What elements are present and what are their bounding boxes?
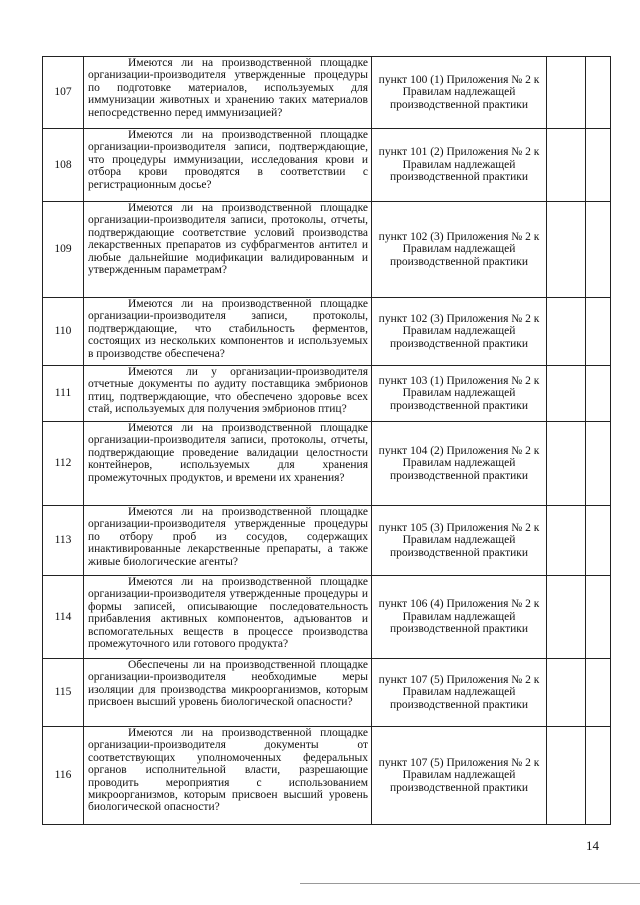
table-row [43, 57, 611, 129]
question-cell [84, 576, 372, 659]
table-row [43, 298, 611, 366]
answer-cell [547, 422, 586, 506]
row-number: 107 [43, 57, 84, 129]
question-text: Имеются ли на производственной площадке организации-производителя утвержденные процедуры по подготовке материалов, используемых для иммунизации животных и хранению таких материалов непосредственно перед иммунизацией? [88, 57, 368, 119]
note-cell [586, 422, 611, 506]
row-number: 111 [43, 366, 84, 422]
question-text: Имеются ли на производственной площадке организации-производителя записи, протоколы, отчеты, подтверждающие соответствие условий производства лекарственных препаратов из суфбрагментов антител и любые дальнейшие модификации валидированным и утвержденным параметрам? [88, 202, 368, 277]
note-cell [586, 576, 611, 659]
reference-cell: пункт 102 (3) Приложения № 2 к Правилам надлежащей производственной практики [372, 202, 547, 298]
note-cell [586, 659, 611, 727]
row-number: 114 [43, 576, 84, 659]
answer-cell [547, 576, 586, 659]
note-cell [586, 727, 611, 825]
question-cell [84, 659, 372, 727]
row-number: 112 [43, 422, 84, 506]
table-row [43, 659, 611, 727]
question-cell [84, 506, 372, 576]
note-cell [586, 202, 611, 298]
scan-edge-line [300, 883, 640, 884]
row-number: 110 [43, 298, 84, 366]
reference-cell: пункт 105 (3) Приложения № 2 к Правилам надлежащей производственной практики [372, 506, 547, 576]
reference-cell: пункт 107 (5) Приложения № 2 к Правилам надлежащей производственной практики [372, 727, 547, 825]
answer-cell [547, 202, 586, 298]
question-cell [84, 366, 372, 422]
checklist-table [42, 56, 611, 825]
answer-cell [547, 129, 586, 202]
note-cell [586, 298, 611, 366]
page-number: 14 [586, 838, 599, 853]
question-text: Имеются ли на производственной площадке организации-производителя утвержденные процедуры по отбору проб из сосудов, содержащих инактивированные лекарственные препараты, а также живые биологические агенты? [88, 506, 368, 568]
checklist-body [43, 57, 611, 825]
question-text: Имеются ли на производственной площадке организации-производителя записи, подтверждающие, что процедуры иммунизации, исследования крови и отбора крови проводятся в соответствии с регистрационным досье? [88, 129, 368, 191]
reference-cell: пункт 103 (1) Приложения № 2 к Правилам надлежащей производственной практики [372, 366, 547, 422]
table-row [43, 202, 611, 298]
note-cell [586, 129, 611, 202]
reference-cell: пункт 104 (2) Приложения № 2 к Правилам надлежащей производственной практики [372, 422, 547, 506]
reference-cell: пункт 102 (3) Приложения № 2 к Правилам надлежащей производственной практики [372, 298, 547, 366]
reference-cell: пункт 106 (4) Приложения № 2 к Правилам надлежащей производственной практики [372, 576, 547, 659]
question-cell [84, 202, 372, 298]
answer-cell [547, 298, 586, 366]
row-number: 115 [43, 659, 84, 727]
answer-cell [547, 659, 586, 727]
answer-cell [547, 506, 586, 576]
question-text: Имеются ли на производственной площадке организации-производителя утвержденные процедуры и формы записей, описывающие последовательность прибавления активных компонентов, адъювантов и вспомогательных веществ в процессе производства промежуточного или готового продукта? [88, 576, 368, 651]
question-cell [84, 129, 372, 202]
note-cell [586, 506, 611, 576]
row-number: 109 [43, 202, 84, 298]
row-number: 108 [43, 129, 84, 202]
note-cell [586, 366, 611, 422]
question-text: Имеются ли у организации-производителя отчетные документы по аудиту поставщика эмбрионов птиц, подтверждающие, что обеспечено здоровье всех стай, используемых для получения эмбрионов птиц? [88, 366, 368, 416]
question-text: Имеются ли на производственной площадке организации-производителя документы от соответствующих уполномоченных федеральных органов исполнительной власти, разрешающие проводить мероприятия с использованием микроорганизмов, которым присвоен высший уровень биологической опасности? [88, 727, 368, 814]
table-row [43, 129, 611, 202]
row-number: 113 [43, 506, 84, 576]
answer-cell [547, 727, 586, 825]
row-number: 116 [43, 727, 84, 825]
reference-cell: пункт 107 (5) Приложения № 2 к Правилам надлежащей производственной практики [372, 659, 547, 727]
table-row [43, 422, 611, 506]
answer-cell [547, 366, 586, 422]
reference-cell: пункт 101 (2) Приложения № 2 к Правилам надлежащей производственной практики [372, 129, 547, 202]
question-cell [84, 422, 372, 506]
question-text: Обеспечены ли на производственной площадке организации-производителя необходимые меры изоляции для производства микроорганизмов, которым присвоен высший уровень биологической опасности? [88, 659, 368, 709]
table-row [43, 727, 611, 825]
table-row [43, 576, 611, 659]
answer-cell [547, 57, 586, 129]
table-row [43, 366, 611, 422]
question-text: Имеются ли на производственной площадке организации-производителя записи, протоколы, подтверждающие, что стабильность ферментов, состоящих из нескольких компонентов и используемых в производстве обеспечена? [88, 298, 368, 360]
question-cell [84, 727, 372, 825]
question-text: Имеются ли на производственной площадке организации-производителя записи, протоколы, отчеты, подтверждающие проведение валидации целостности контейнеров, используемых для хранения промежуточных продуктов, и времени их хранения? [88, 422, 368, 484]
question-cell [84, 298, 372, 366]
note-cell [586, 57, 611, 129]
reference-cell: пункт 100 (1) Приложения № 2 к Правилам надлежащей производственной практики [372, 57, 547, 129]
table-row [43, 506, 611, 576]
question-cell [84, 57, 372, 129]
